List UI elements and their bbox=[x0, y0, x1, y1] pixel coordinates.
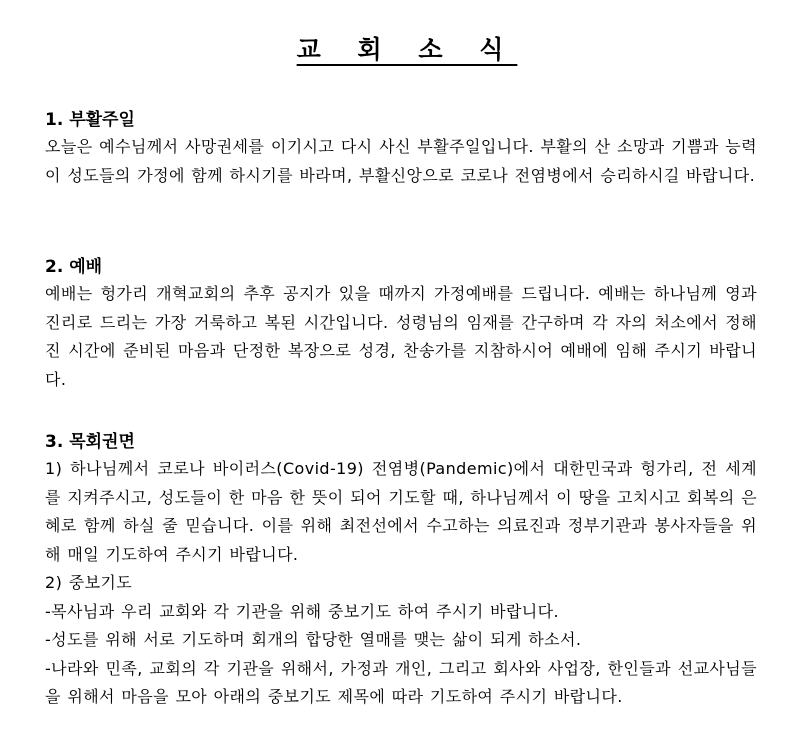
exhortation-item-2-label: 2) 중보기도 bbox=[45, 573, 133, 592]
section-easter-sunday bbox=[45, 107, 757, 190]
section-heading: 3. 목회권면 bbox=[45, 432, 135, 452]
document-title-text: 교 회 소 식 bbox=[296, 35, 518, 64]
exhortation-item-1: 1) 하나님께서 코로나 바이러스(Covid-19) 전염병(Pandemic)에서 대한민국과 헝가리, 전 세계를 지켜주시고, 성도들이 한 마음 한 뜻이 되어 기도할 때, 하나님께서 이 땅을 고치시고 회복의 은혜로 함께 하실 줄 믿습니다. 이를 위해 최전선에서 수고하는 의료진과 정부기관과 봉사자들을 위해 매일 기도하여 주시기 바랍니다. bbox=[45, 459, 757, 564]
document-title bbox=[0, 28, 800, 70]
section-heading: 1. 부활주일 bbox=[45, 110, 135, 130]
intercession-bullet-2: -성도를 위해 서로 기도하며 회개의 합당한 열매를 맺는 삶이 되게 하소서. bbox=[45, 630, 582, 649]
section-body: 예배는 헝가리 개혁교회의 추후 공지가 있을 때까지 가정예배를 드립니다. 예배는 하나님께 영과 진리로 드리는 가장 거룩하고 복된 시간입니다. 성령님의 임재를 간구하며 각 자의 처소에서 정해진 시간에 준비된 마음과 단정한 복장으로 성경, 찬송가를 지참하시어 예배에 임해 주시기 바랍니다. bbox=[45, 284, 757, 389]
intercession-bullet-1: -목사님과 우리 교회와 각 기관을 위해 중보기도 하여 주시기 바랍니다. bbox=[45, 601, 560, 621]
section-heading: 2. 예배 bbox=[45, 257, 103, 277]
section-pastoral-exhortation bbox=[45, 429, 757, 712]
section-worship bbox=[45, 254, 757, 394]
section-body: 오늘은 예수님께서 사망권세를 이기시고 다시 사신 부활주일입니다. 부활의 산 소망과 기쁨과 능력이 성도들의 가정에 함께 하시기를 바라며, 부활신앙으로 코로나 전염병에서 승리하시길 바랍니다. bbox=[45, 137, 757, 185]
intercession-bullet-3: -나라와 민족, 교회의 각 기관을 위해서, 가정과 개인, 그리고 회사와 사업장, 한인들과 선교사님들을 위해서 마음을 모아 아래의 중보기도 제목에 따라 기도하여 주시기 바랍니다. bbox=[45, 658, 757, 706]
